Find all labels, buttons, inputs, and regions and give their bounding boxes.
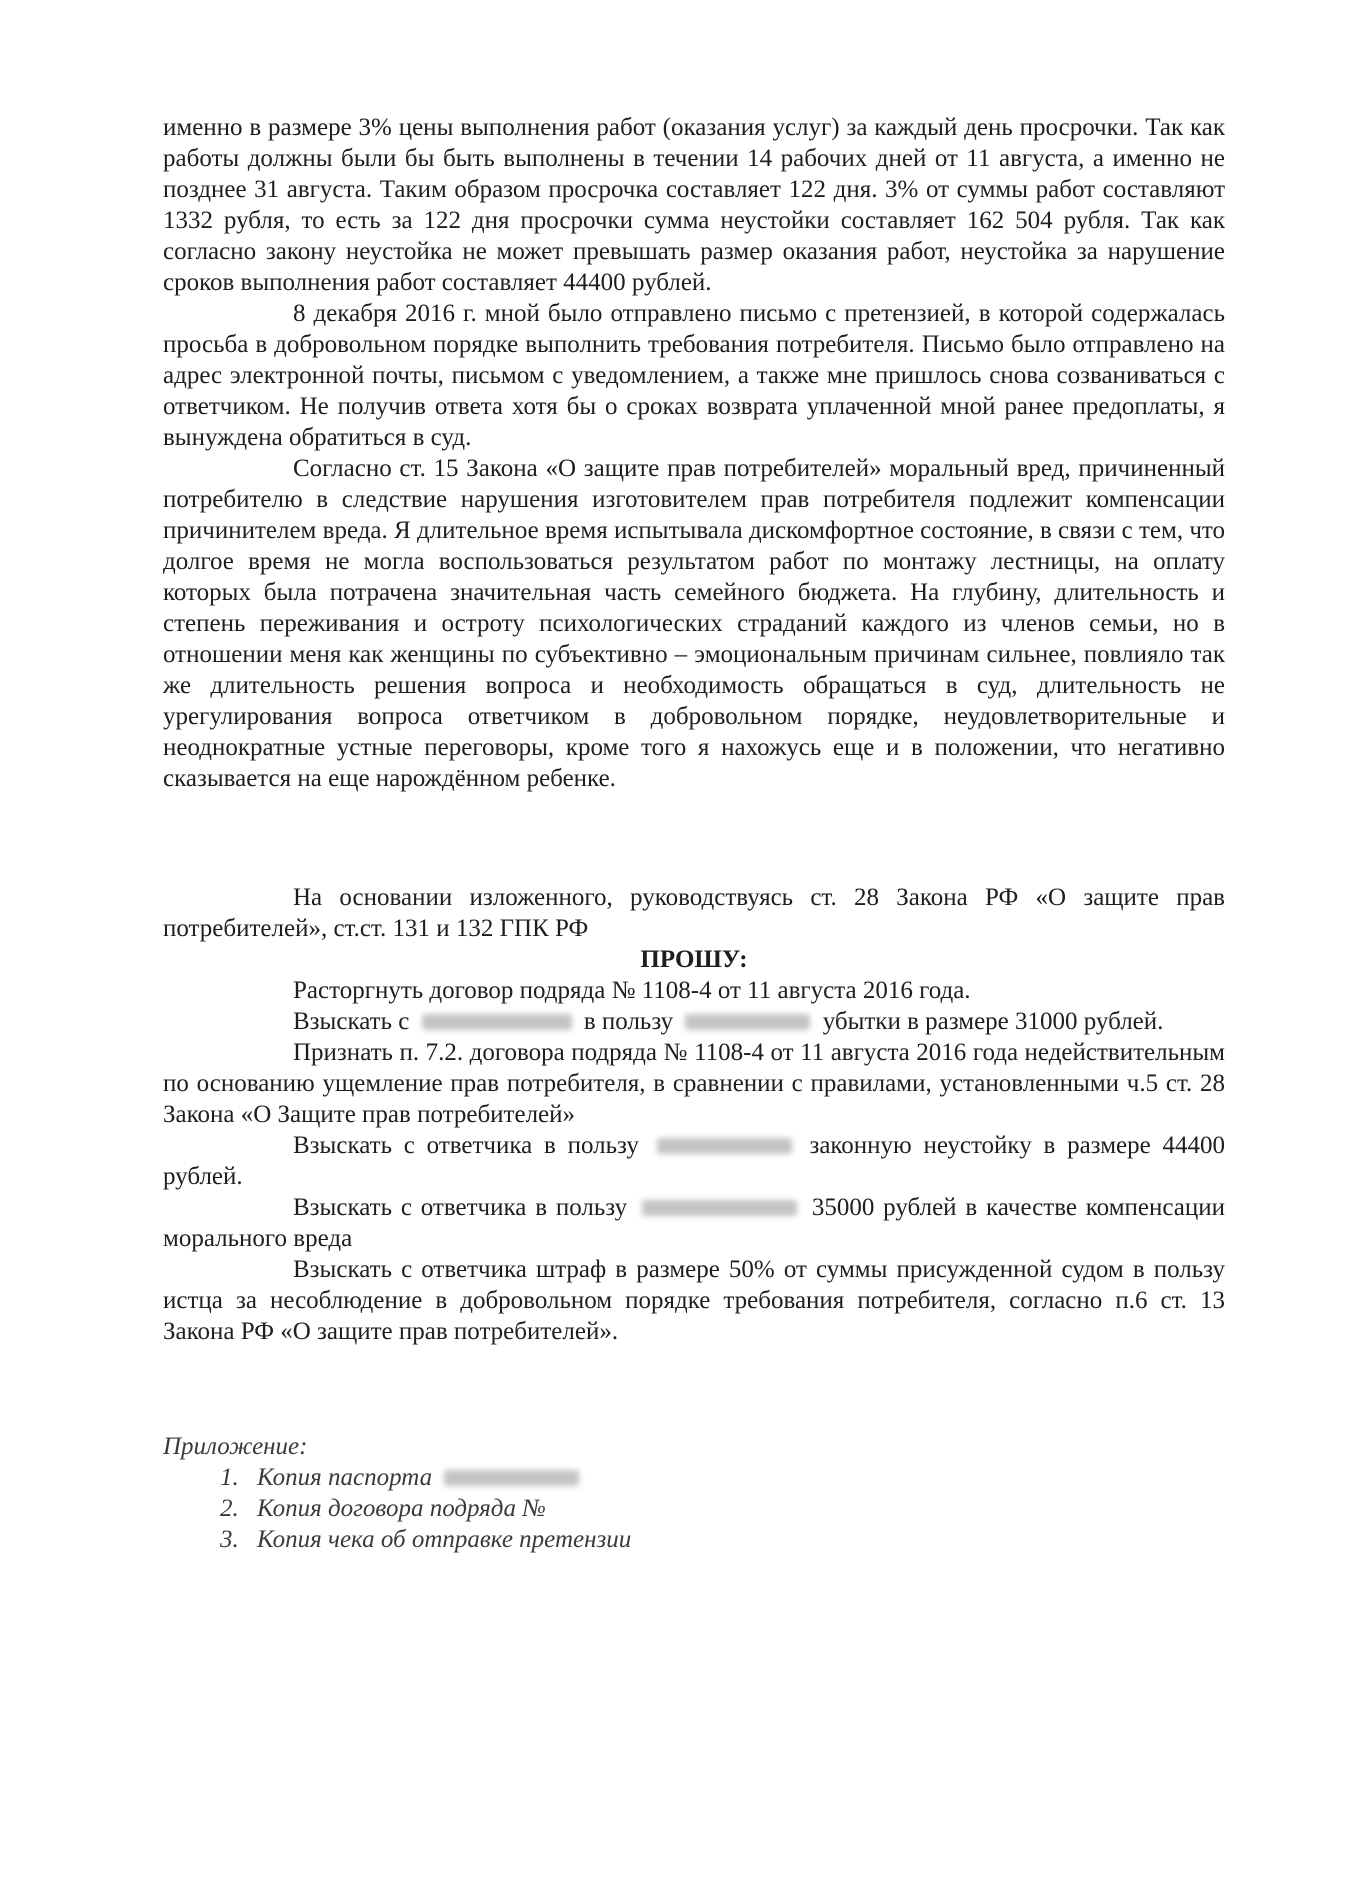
annex-item: 1. Копия паспорта [245, 1462, 1225, 1493]
request-moral-part1: Взыскать с ответчика в пользу [293, 1194, 628, 1221]
annex-title: Приложение: [163, 1433, 308, 1460]
request-title: ПРОШУ: [640, 946, 748, 973]
request-penalty-part1: Взыскать с ответчика в пользу [293, 1132, 639, 1159]
annex-item: 2. Копия договора подряда № [245, 1493, 1225, 1524]
request-penalty-part2: законную неустойку в размере 44400 рублей. [163, 1132, 1225, 1190]
redacted-defendant-name [422, 1014, 572, 1030]
paragraph-legal-basis: На основании изложенного, руководствуясь ст. 28 Закона РФ «О защите прав потребителей», ст.ст. 131 и 132 ГПК РФ [163, 884, 1225, 942]
annex-section [163, 1431, 1225, 1555]
request-recover-losses [163, 1006, 1225, 1037]
paragraph-moral-damage: Согласно ст. 15 Закона «О защите прав потребителей» моральный вред, причиненный потребителю в следствие нарушения изготовителем прав потребителя подлежит компенсации причинителем вреда. Я длительное время испытывала дискомфортное состояние, в связи с тем, что долгое время не могла воспользоваться результатом работ по монтажу лестницы, на оплату которых была потрачена значительная часть семейного бюджета. На глубину, длительность и степень переживания и остроту психологических страданий каждого из членов семьи, но в отношении меня как женщины по субъективно – эмоциональным причинам сильнее, повлияло так же длительность решения вопроса и необходимость обращаться в суд, длительность не урегулирования вопроса ответчиком в добровольном порядке, неудовлетворительные и неоднократные устные переговоры, кроме того я нахожусь еще и в положении, что негативно сказывается на еще нарождённом ребенке. [163, 455, 1225, 792]
document-page [163, 112, 1225, 1555]
redacted-passport-holder [444, 1470, 579, 1486]
paragraph-claim-letter: 8 декабря 2016 г. мной было отправлено письмо с претензией, в которой содержалась просьба в добровольном порядке выполнить требования потребителя. Письмо было отправлено на адрес электронной почты, письмом с уведомлением, а также мне пришлось снова созваниваться с ответчиком. Не получив ответа хотя бы о сроках возврата уплаченной мной ранее предоплаты, я вынуждена обратиться в суд. [163, 300, 1225, 451]
request-moral-compensation [163, 1192, 1225, 1254]
annex-item: 3. Копия чека об отправке претензии [245, 1524, 1225, 1555]
request-penalty [163, 1130, 1225, 1192]
redacted-plaintiff-name [642, 1200, 797, 1216]
request-moral-part2: 35000 рублей в качестве компенсации морального вреда [163, 1194, 1226, 1252]
request-fine: Взыскать с ответчика штраф в размере 50% от суммы присужденной судом в пользу истца за несоблюдение в добровольном порядке требования потребителя, согласно п.6 ст. 13 Закона РФ «О защите прав потребителей». [163, 1256, 1225, 1345]
request-invalidate-clause: Признать п. 7.2. договора подряда № 1108-4 от 11 августа 2016 года недействительным по основанию ущемление прав потребителя, в сравнении с правилами, установленными ч.5 ст. 28 Закона «О Защите прав потребителей» [163, 1039, 1225, 1128]
redacted-plaintiff-name [657, 1138, 792, 1154]
request-terminate-contract: Расторгнуть договор подряда № 1108-4 от 11 августа 2016 года. [293, 977, 971, 1004]
request-recover-losses-part1: Взыскать с [293, 1008, 410, 1035]
annex-list [163, 1462, 1225, 1555]
paragraph-penalty: именно в размере 3% цены выполнения работ (оказания услуг) за каждый день просрочки. Так как работы должны были бы быть выполнены в течении 14 рабочих дней от 11 августа, а именно не позднее 31 августа. Таким образом просрочка составляет 122 дня. 3% от суммы работ составляют 1332 рубля, то есть за 122 дня просрочки сумма неустойки составляет 162 504 рубля. Так как согласно закону неустойка не может превышать размер оказания работ, неустойка за нарушение сроков выполнения работ составляет 44400 рублей. [163, 114, 1225, 296]
request-recover-losses-part2: в пользу [583, 1008, 674, 1035]
redacted-plaintiff-name [685, 1014, 810, 1030]
request-recover-losses-part3: убытки в размере 31000 рублей. [822, 1008, 1164, 1035]
